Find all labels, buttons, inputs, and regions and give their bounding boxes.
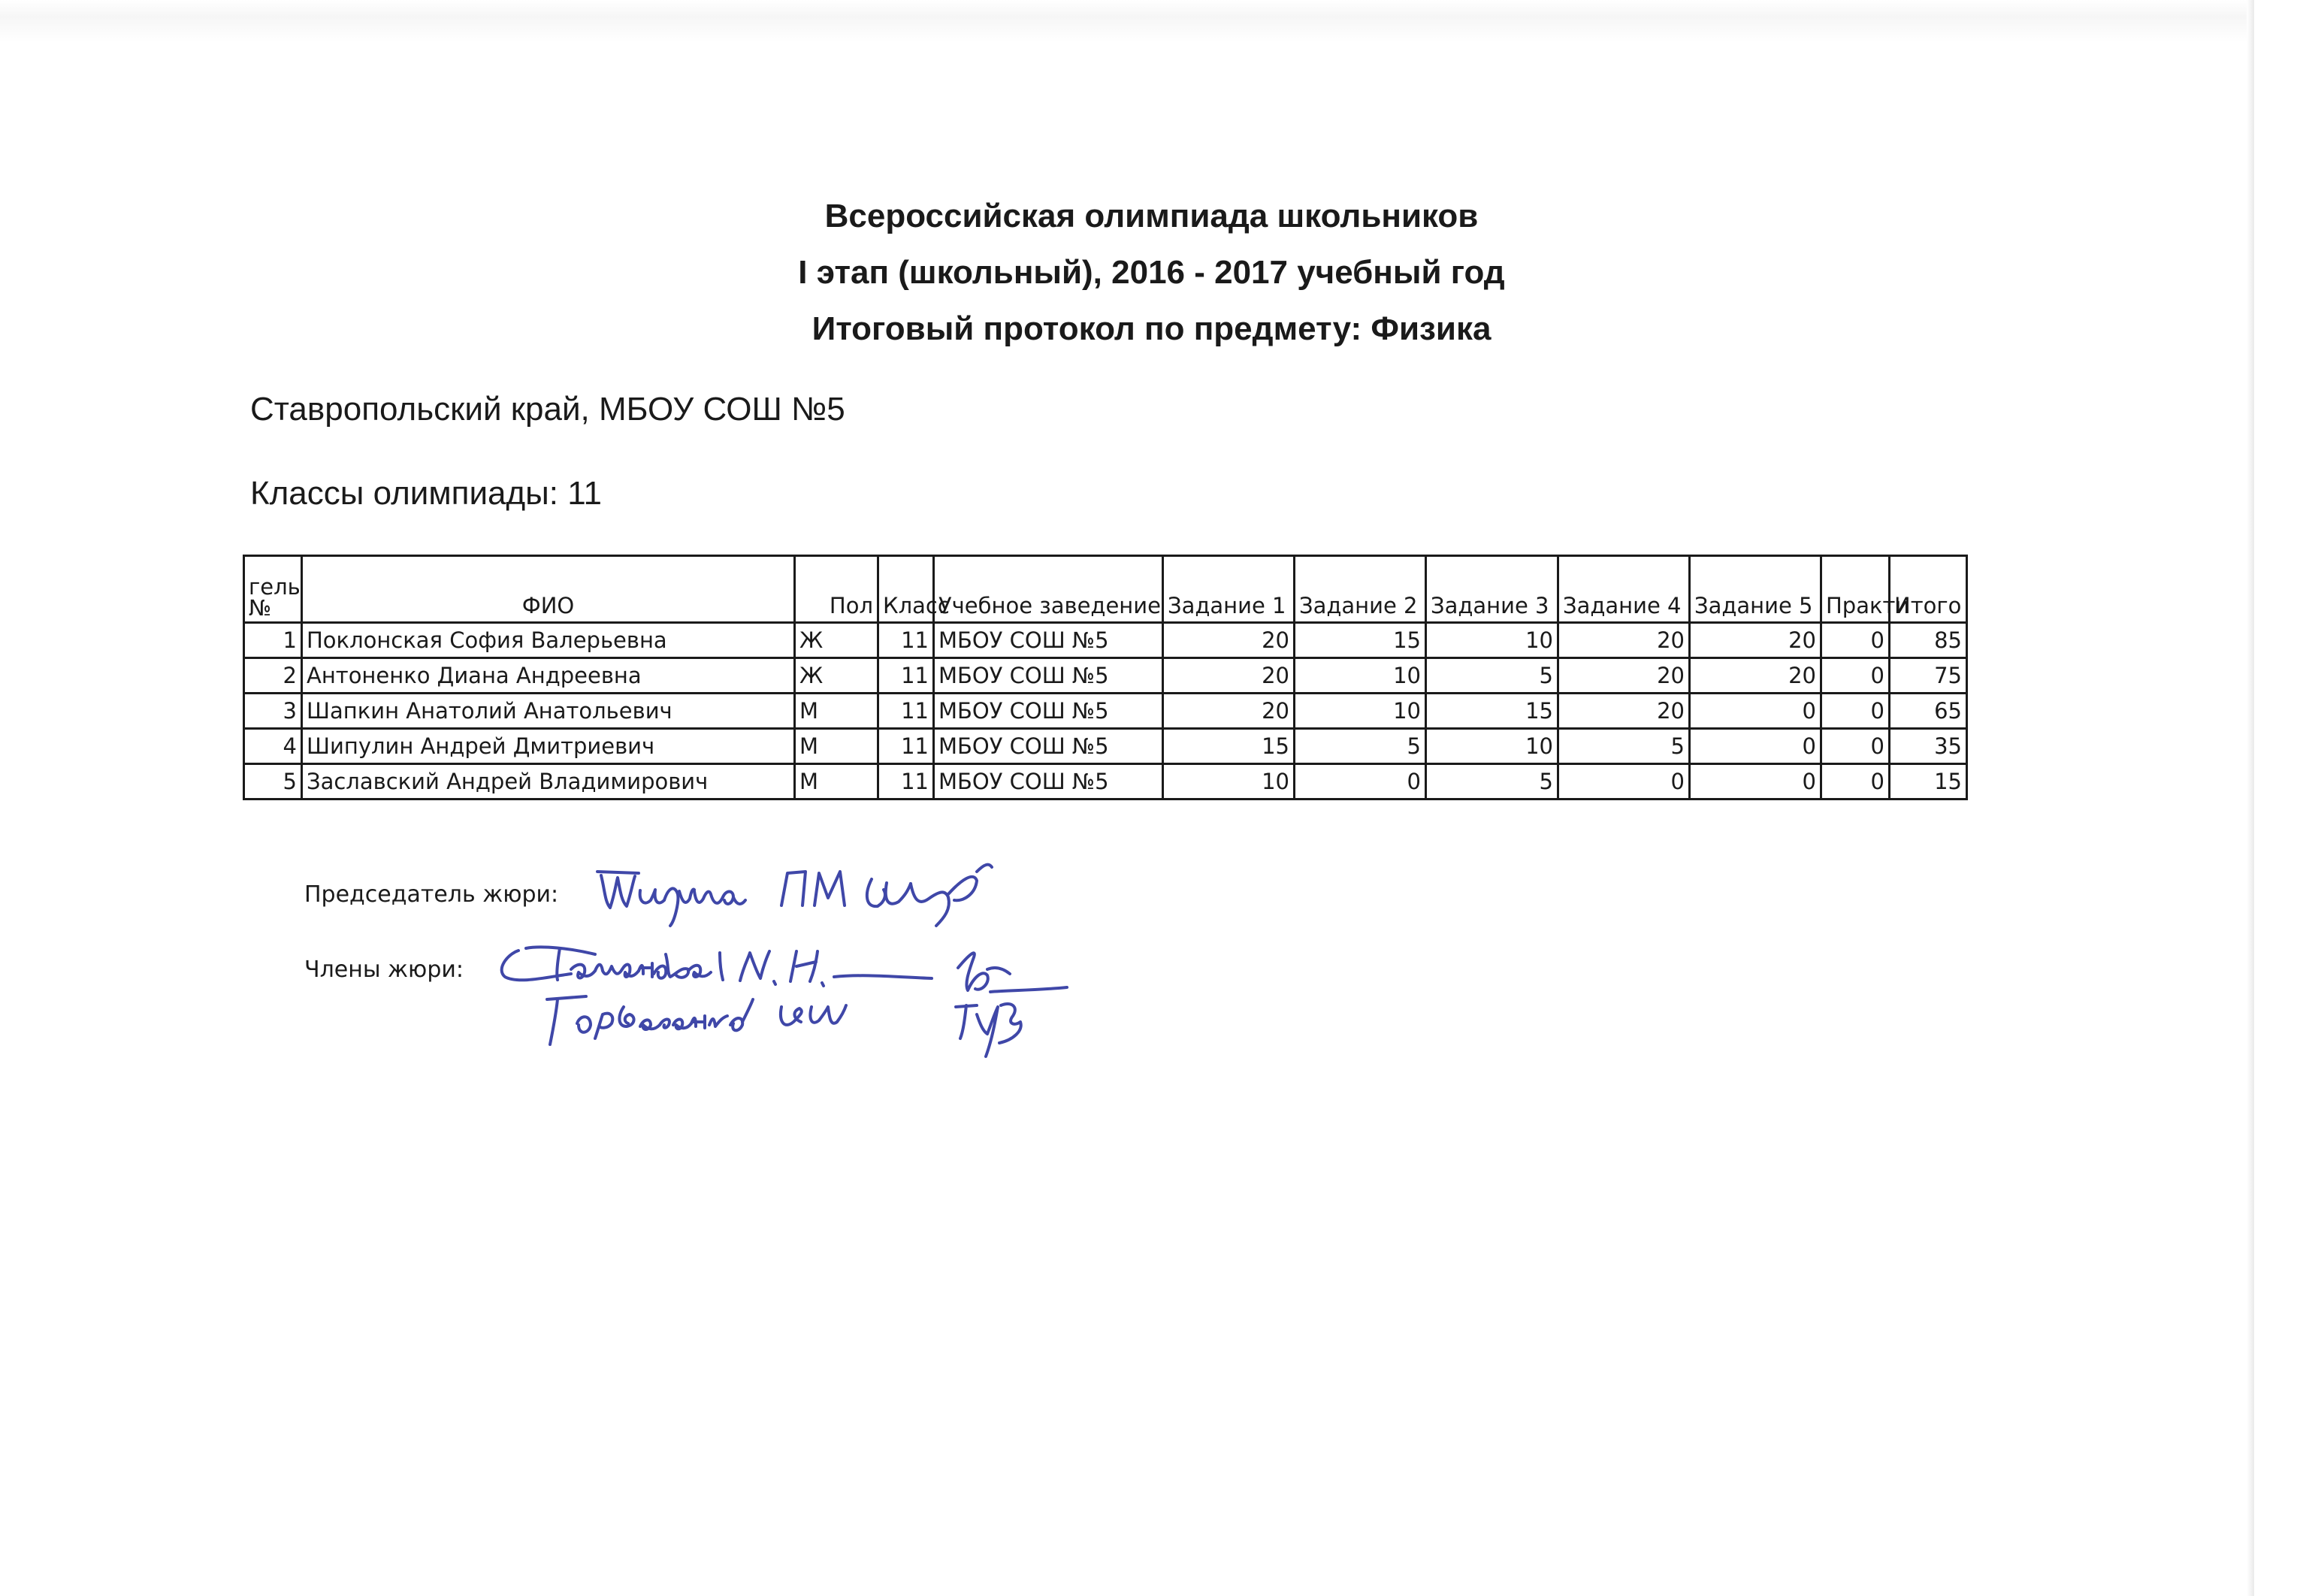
cell-task-2: 5 <box>1295 729 1426 764</box>
cell-task-1: 20 <box>1163 623 1295 658</box>
cell-school: МБОУ СОШ №5 <box>934 658 1163 694</box>
cell-task-5: 0 <box>1690 764 1821 800</box>
cell-name: Поклонская София Валерьевна <box>302 623 795 658</box>
col-header-practice: Практи <box>1821 556 1890 623</box>
col-header-number-bottom: № <box>249 595 272 621</box>
cell-task-2: 10 <box>1295 694 1426 729</box>
cell-task-1: 20 <box>1163 694 1295 729</box>
cell-name: Заславский Андрей Владимирович <box>302 764 795 800</box>
cell-sex: М <box>795 694 878 729</box>
title-line-3: Итоговый протокол по предмету: Физика <box>811 310 1492 347</box>
cell-task-1: 10 <box>1163 764 1295 800</box>
cell-task-5: 0 <box>1690 729 1821 764</box>
cell-task-2: 10 <box>1295 658 1426 694</box>
cell-name: Антоненко Диана Андреевна <box>302 658 795 694</box>
cell-sex: М <box>795 729 878 764</box>
cell-practice: 0 <box>1821 694 1890 729</box>
col-header-number-top: гель <box>249 574 301 600</box>
cell-grade: 11 <box>878 658 934 694</box>
col-header-task-3: Задание 3 <box>1426 556 1558 623</box>
cell-task-5: 20 <box>1690 623 1821 658</box>
cell-task-4: 20 <box>1558 658 1690 694</box>
signature-chair-mark <box>867 865 992 926</box>
cell-sex: М <box>795 764 878 800</box>
title-line-1: Всероссийская олимпиада школьников <box>824 198 1479 234</box>
title-line-2: I этап (школьный), 2016 - 2017 учебный год <box>798 254 1505 291</box>
jury-members-label: Члены жюри: <box>304 957 464 983</box>
cell-grade: 11 <box>878 694 934 729</box>
cell-school: МБОУ СОШ №5 <box>934 623 1163 658</box>
cell-practice: 0 <box>1821 623 1890 658</box>
cell-practice: 0 <box>1821 764 1890 800</box>
cell-task-4: 20 <box>1558 623 1690 658</box>
cell-grade: 11 <box>878 623 934 658</box>
cell-task-3: 10 <box>1426 729 1558 764</box>
signature-member-2-mark <box>956 1004 1021 1056</box>
olympiad-classes: Классы олимпиады: 11 <box>250 475 602 512</box>
cell-sex: Ж <box>795 623 878 658</box>
col-header-total: Итого <box>1890 556 1967 623</box>
cell-task-1: 15 <box>1163 729 1295 764</box>
col-header-task-2: Задание 2 <box>1295 556 1426 623</box>
cell-total: 85 <box>1890 623 1967 658</box>
cell-total: 35 <box>1890 729 1967 764</box>
cell-total: 75 <box>1890 658 1967 694</box>
cell-task-3: 10 <box>1426 623 1558 658</box>
cell-practice: 0 <box>1821 658 1890 694</box>
signature-member-2 <box>547 996 846 1044</box>
cell-task-4: 20 <box>1558 694 1690 729</box>
col-header-grade: Класс <box>878 556 934 623</box>
signature-chair <box>597 872 845 926</box>
cell-number: 4 <box>244 729 302 764</box>
col-header-school: Учебное заведение <box>934 556 1163 623</box>
cell-task-4: 5 <box>1558 729 1690 764</box>
cell-number: 2 <box>244 658 302 694</box>
cell-task-3: 5 <box>1426 658 1558 694</box>
cell-number: 1 <box>244 623 302 658</box>
cell-task-2: 15 <box>1295 623 1426 658</box>
col-header-name: ФИО <box>302 556 795 623</box>
cell-task-3: 5 <box>1426 764 1558 800</box>
cell-practice: 0 <box>1821 729 1890 764</box>
cell-number: 3 <box>244 694 302 729</box>
cell-sex: Ж <box>795 658 878 694</box>
jury-chair-label: Председатель жюри: <box>304 881 559 908</box>
cell-task-3: 15 <box>1426 694 1558 729</box>
cell-task-5: 20 <box>1690 658 1821 694</box>
cell-task-1: 20 <box>1163 658 1295 694</box>
signature-member-mark <box>958 953 1067 992</box>
signature-member-1 <box>502 947 932 986</box>
col-header-task-1: Задание 1 <box>1163 556 1295 623</box>
col-header-task-4: Задание 4 <box>1558 556 1690 623</box>
cell-name: Шапкин Анатолий Анатольевич <box>302 694 795 729</box>
cell-task-2: 0 <box>1295 764 1426 800</box>
cell-grade: 11 <box>878 764 934 800</box>
col-header-task-5: Задание 5 <box>1690 556 1821 623</box>
cell-total: 65 <box>1890 694 1967 729</box>
cell-school: МБОУ СОШ №5 <box>934 764 1163 800</box>
region-school: Ставропольский край, МБОУ СОШ №5 <box>250 391 845 428</box>
cell-number: 5 <box>244 764 302 800</box>
cell-name: Шипулин Андрей Дмитриевич <box>302 729 795 764</box>
cell-task-4: 0 <box>1558 764 1690 800</box>
cell-task-5: 0 <box>1690 694 1821 729</box>
cell-school: МБОУ СОШ №5 <box>934 729 1163 764</box>
cell-school: МБОУ СОШ №5 <box>934 694 1163 729</box>
col-header-sex: Пол <box>795 556 878 623</box>
cell-grade: 11 <box>878 729 934 764</box>
cell-total: 15 <box>1890 764 1967 800</box>
